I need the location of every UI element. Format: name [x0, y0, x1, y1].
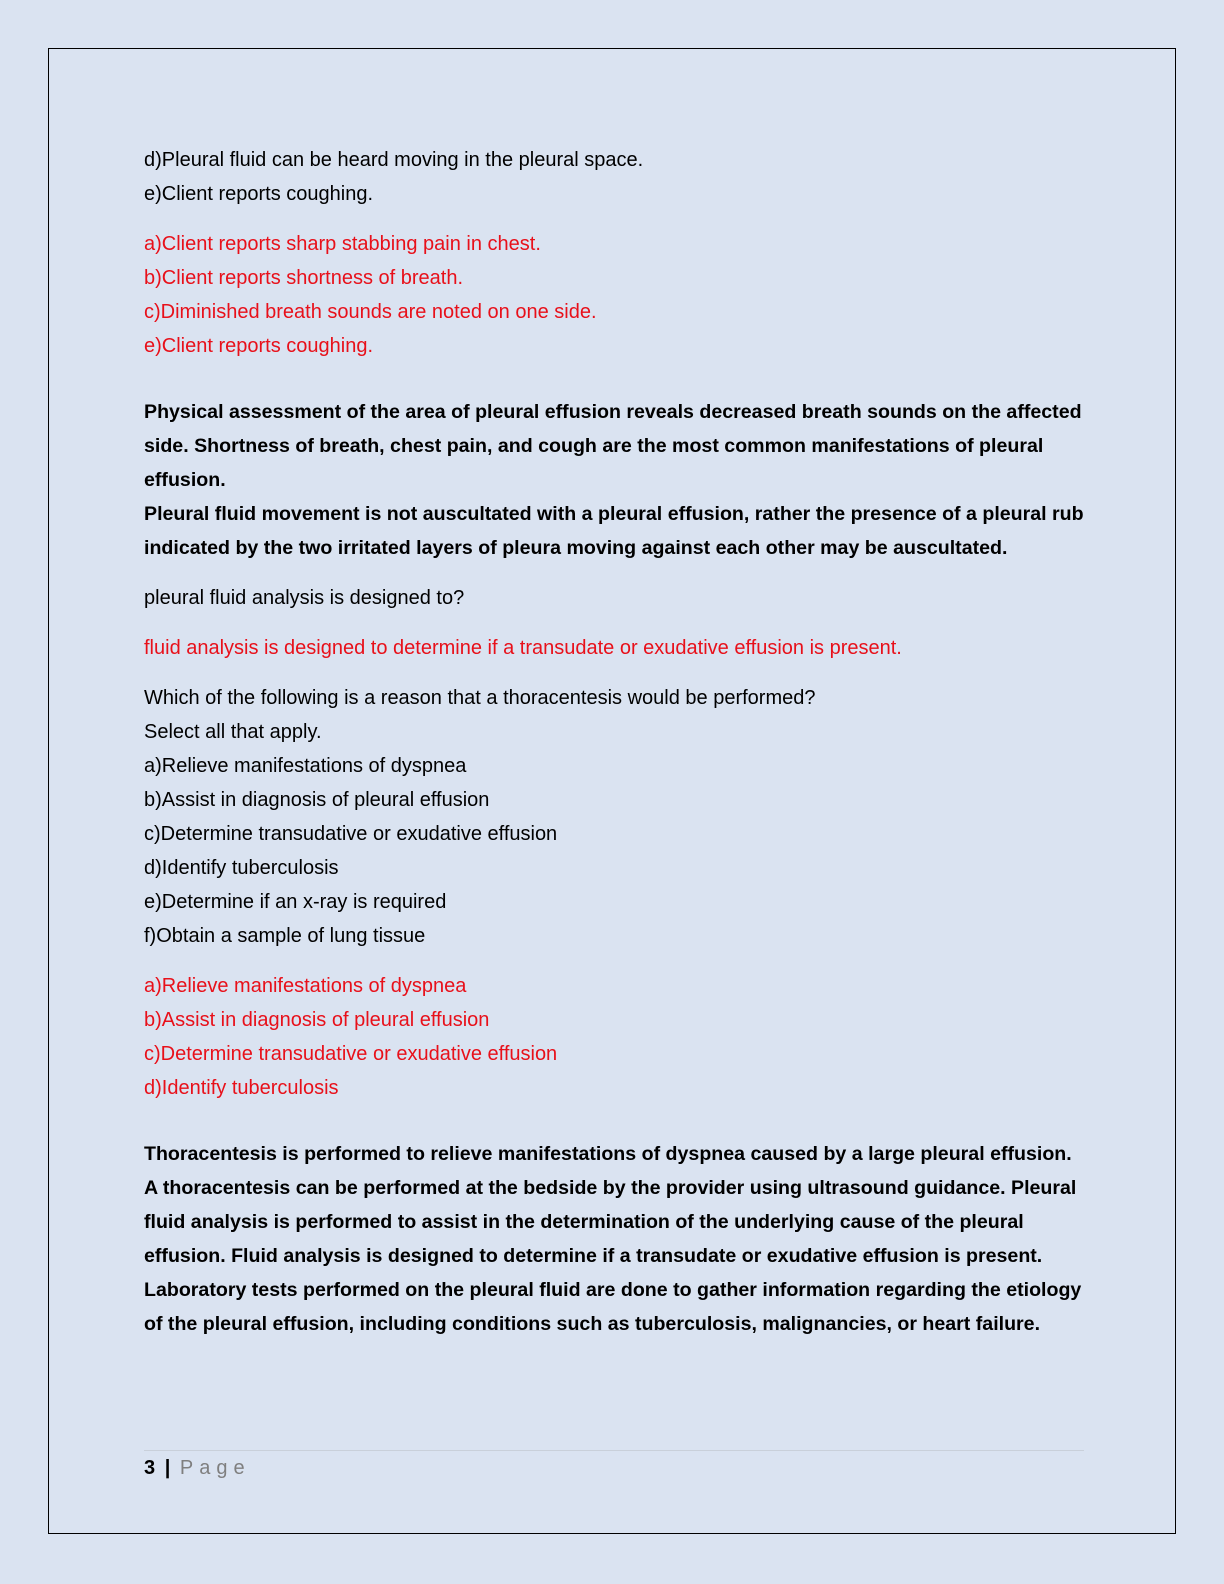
- answer-line: b)Client reports shortness of breath.: [144, 267, 464, 289]
- option-line: c)Determine transudative or exudative effusion: [144, 823, 558, 845]
- option-line: f)Obtain a sample of lung tissue: [144, 925, 426, 947]
- page-number: 3: [144, 1457, 156, 1479]
- answer-line: a)Client reports sharp stabbing pain in chest.: [144, 233, 541, 255]
- footer-divider: [144, 1450, 1084, 1451]
- rationale-block-3: Thoracentesis is performed to relieve manifestations of dyspnea caused by a large pleural effusion. A thoracentesis can be performed at the bedside by the provider using ultrasound guidance. Pleural fluid analysis is performed to assist in the determination of the underlying cause of the pleural effusion. Fluid analysis is designed to determine if a transudate or exudative effusion is present. Laboratory tests performed on the pleural fluid are done to gather information regarding the etiology of the pleural effusion, including conditions such as tuberculosis, malignancies, or heart failure.: [144, 1143, 1082, 1335]
- question-instruction: Select all that apply.: [144, 721, 322, 743]
- rationale-paragraph: Physical assessment of the area of pleural effusion reveals decreased breath sounds on the affected side. Shortness of breath, chest pain, and cough are the most common manifestations of pleural effusion.: [144, 401, 1082, 491]
- rationale-block-1: [144, 395, 1084, 565]
- option-line: e)Client reports coughing.: [144, 183, 374, 205]
- answer-line: c)Determine transudative or exudative effusion: [144, 1043, 558, 1065]
- answer-block-1: [144, 227, 1084, 363]
- answer-line: b)Assist in diagnosis of pleural effusion: [144, 1009, 490, 1031]
- page-word: Page: [179, 1457, 251, 1479]
- option-line: a)Relieve manifestations of dyspnea: [144, 755, 467, 777]
- option-line: e)Determine if an x-ray is required: [144, 891, 447, 913]
- prev-question-options: [144, 143, 1084, 211]
- rationale-paragraph: Pleural fluid movement is not auscultated with a pleural effusion, rather the presence of a pleural rub indicated by the two irritated layers of pleura moving against each other may be auscultated.: [144, 503, 1084, 559]
- answer-line: e)Client reports coughing.: [144, 335, 374, 357]
- page-footer: [144, 1452, 251, 1484]
- option-line: d)Pleural fluid can be heard moving in the pleural space.: [144, 149, 644, 171]
- question-2: pleural fluid analysis is designed to?: [144, 587, 465, 609]
- footer-separator: |: [164, 1457, 171, 1479]
- answer-line: a)Relieve manifestations of dyspnea: [144, 975, 467, 997]
- document-body: [144, 143, 1084, 1341]
- option-line: d)Identify tuberculosis: [144, 857, 339, 879]
- option-line: b)Assist in diagnosis of pleural effusion: [144, 789, 490, 811]
- answer-block-3: [144, 969, 1084, 1105]
- answer-2: fluid analysis is designed to determine if a transudate or exudative effusion is present.: [144, 637, 902, 659]
- answer-line: d)Identify tuberculosis: [144, 1077, 339, 1099]
- answer-line: c)Diminished breath sounds are noted on one side.: [144, 301, 597, 323]
- question-stem: Which of the following is a reason that a thoracentesis would be performed?: [144, 687, 816, 709]
- question-3: [144, 681, 1084, 953]
